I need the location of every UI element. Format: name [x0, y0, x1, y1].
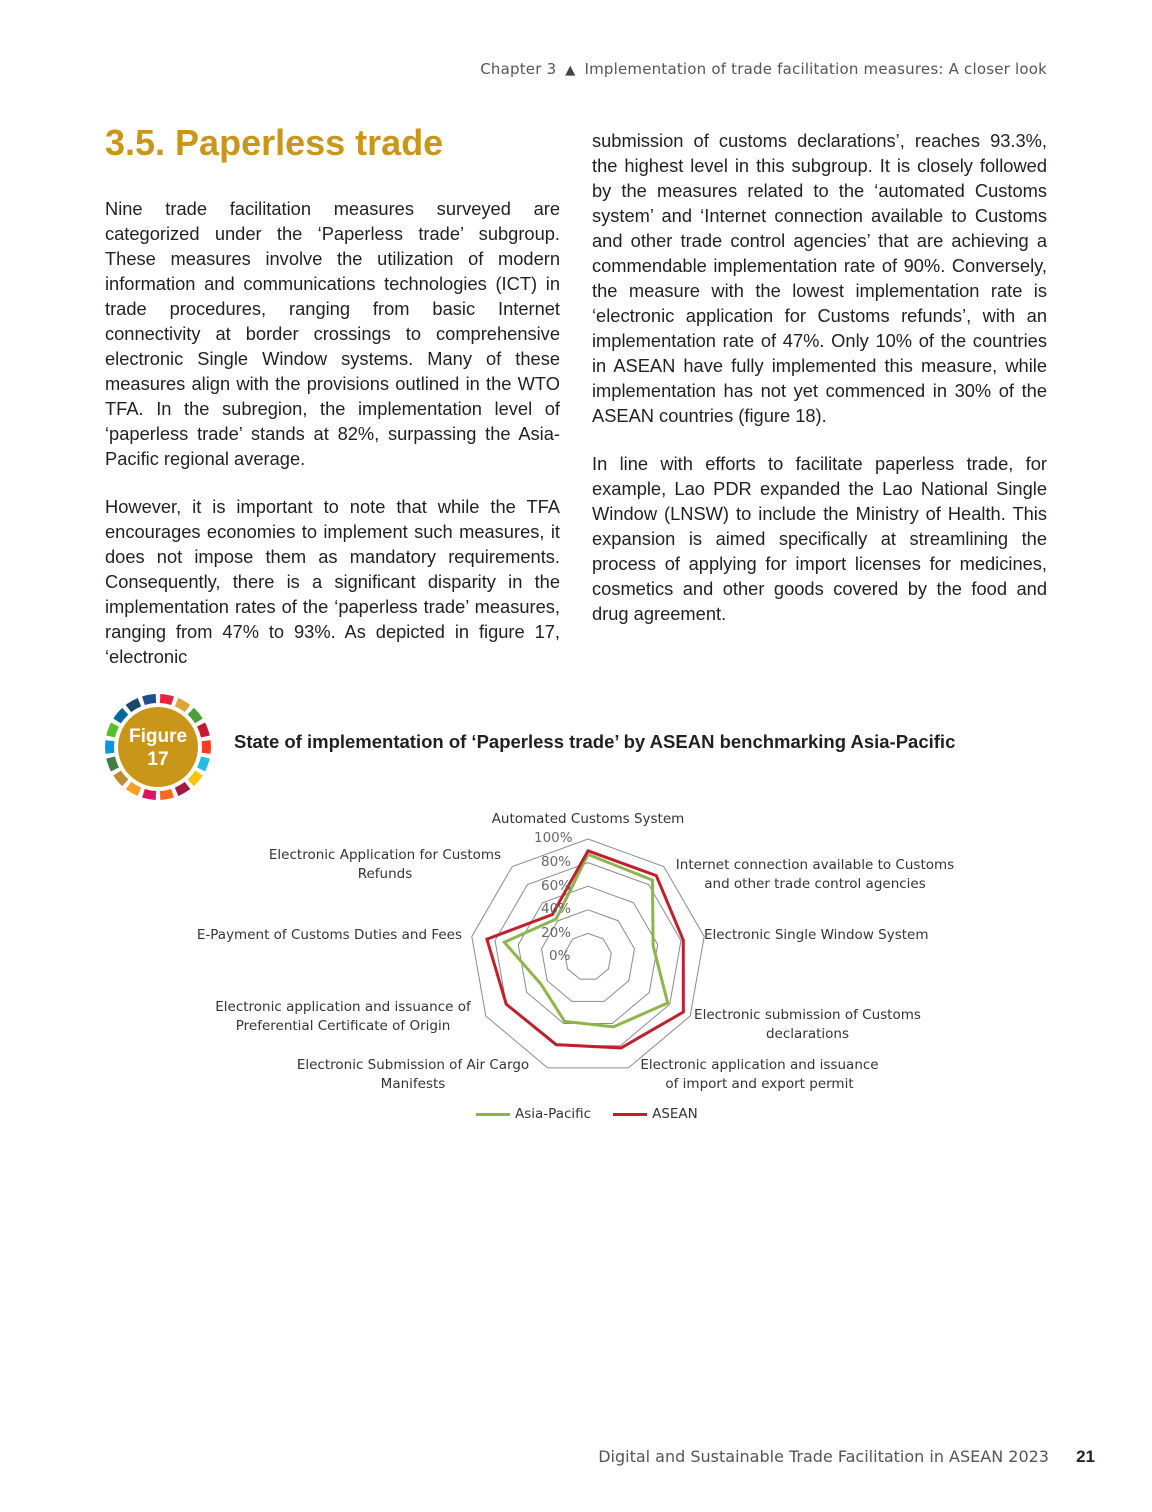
axis-label-internet-connection: Internet connection available to Customs and other trade control agencies	[675, 857, 955, 892]
tick-60: 60%	[541, 878, 572, 894]
legend-item-asia-pacific: Asia-Pacific	[476, 1106, 591, 1122]
axis-label-customs-declarations: Electronic submission of Customs declarations	[694, 1007, 921, 1042]
legend-line-icon	[613, 1113, 647, 1116]
figure-badge	[104, 693, 212, 801]
right-column	[592, 128, 1047, 649]
tick-40: 40%	[541, 901, 572, 917]
paragraph: In line with efforts to facilitate paperless trade, for example, Lao PDR expanded the Lao National Single Window (LNSW) to include the Ministry of Health. This expansion is aimed specifically at streamlining the process of applying for import licenses for medicines, cosmetics and other goods covered by the food and drug agreement.	[592, 453, 1047, 624]
paragraph: Nine trade facilitation measures surveyed are categorized under the ‘Paperless trade’ subgroup. These measures involve the utilization of modern information and communications technologies (ICT) in trade procedures, ranging from basic Internet connectivity at border crossings to comprehensive electronic Single Window systems. Many of these measures align with the provisions outlined in the WTO TFA. In the subregion, the implementation level of ‘paperless trade’ stands at 82%, surpassing the Asia-Pacific regional average.	[105, 198, 560, 469]
radar-chart	[180, 800, 980, 1140]
axis-label-import-export-permit: Electronic application and issuance of import and export permit	[640, 1057, 879, 1092]
axis-label-preferential-certificate: Electronic application and issuance of Preferential Certificate of Origin	[215, 999, 471, 1034]
publication-title: Digital and Sustainable Trade Facilitation in ASEAN 2023	[598, 1447, 1049, 1466]
axis-label-e-payment: E-Payment of Customs Duties and Fees	[196, 927, 462, 943]
section-title: 3.5. Paperless trade	[105, 122, 444, 163]
legend-item-asean: ASEAN	[613, 1106, 698, 1122]
figure-title: State of implementation of ‘Paperless trade’ by ASEAN benchmarking Asia-Pacific	[234, 731, 956, 752]
tick-20: 20%	[541, 925, 572, 941]
chapter-title: Implementation of trade facilitation measures: A closer look	[584, 60, 1047, 78]
figure-badge-label: Figure	[128, 726, 188, 747]
axis-label-customs-refunds: Electronic Application for Customs Refunds	[268, 847, 502, 882]
running-head	[480, 60, 1047, 78]
axis-label-air-cargo-manifests: Electronic Submission of Air Cargo Manifests	[296, 1057, 530, 1092]
axis-label-single-window: Electronic Single Window System	[704, 927, 929, 943]
chart-legend	[476, 1106, 698, 1122]
paragraph: submission of customs declarations’, reaches 93.3%, the highest level in this subgroup. It is closely followed by the measures related to the ‘automated Customs system’ and ‘Internet connection available to Customs and other trade control agencies’ that are achieving a commendable implementation rate of 90%. Conversely, the measure with the lowest implementation rate is ‘electronic application for Customs refunds’, with an implementation rate of 47%. Only 10% of the countries in ASEAN have fully implemented this measure, while implementation has not yet commenced in 30% of the ASEAN countries (figure 18).	[592, 130, 1047, 426]
tick-0: 0%	[549, 948, 571, 964]
legend-line-icon	[476, 1113, 510, 1116]
tick-80: 80%	[541, 854, 572, 870]
page-number: 21	[1076, 1447, 1095, 1466]
axis-label-automated-customs: Automated Customs System	[491, 811, 685, 827]
figure-badge-number: 17	[147, 749, 169, 770]
paragraph: However, it is important to note that while the TFA encourages economies to implement such measures, it does not impose them as mandatory requirements. Consequently, there is a significant disparity in the implementation rates of the ‘paperless trade’ measures, ranging from 47% to 93%. As depicted in figure 17, ‘electronic	[105, 496, 560, 667]
chapter-label: Chapter 3	[480, 60, 557, 78]
tick-100: 100%	[534, 830, 573, 846]
triangle-separator-icon: ▲	[565, 63, 576, 78]
left-column	[105, 196, 560, 692]
page-footer	[598, 1447, 1095, 1467]
